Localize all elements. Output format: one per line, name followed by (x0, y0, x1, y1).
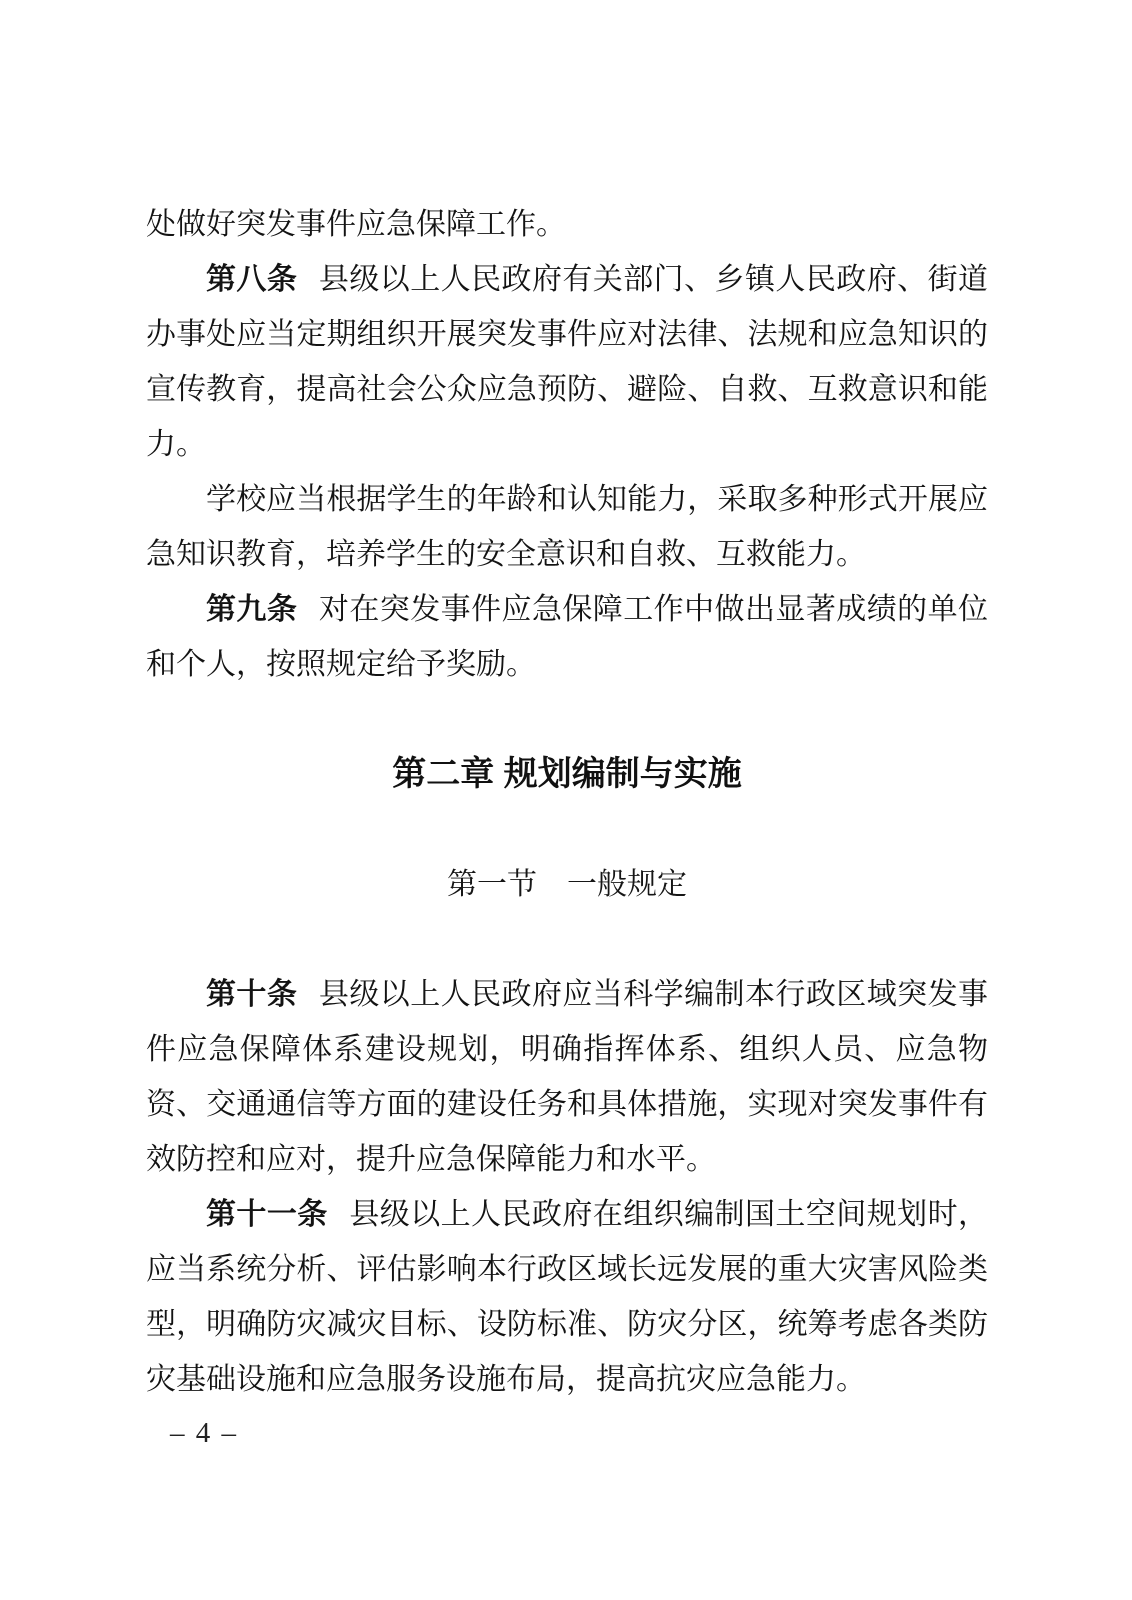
chapter-heading: 第二章 规划编制与实施 (392, 755, 742, 793)
paragraph-article-8 (146, 252, 988, 472)
paragraph-article-9 (146, 582, 988, 692)
paragraph-article-11 (146, 1187, 988, 1407)
paragraph-article-10 (146, 967, 988, 1187)
section-heading: 第一节 一般规定 (447, 868, 687, 901)
paragraph-schools (146, 472, 988, 582)
article-number-label: 第十一条 (206, 1198, 328, 1231)
paragraph-text: 县级以上人民政府应当科学编制本行政区域突发事件应急保障体系建设规划，明确指挥体系、组织人员、应急物资、交通通信等方面的建设任务和具体措施，实现对突发事件有效防控和应对，提升应急保障能力和水平。 (146, 978, 989, 1176)
article-number-label: 第九条 (206, 593, 298, 626)
paragraph-text: 县级以上人民政府有关部门、乡镇人民政府、街道办事处应当定期组织开展突发事件应对法律、法规和应急知识的宣传教育，提高社会公众应急预防、避险、自救、互救意识和能力。 (146, 263, 989, 461)
article-number-label: 第八条 (206, 263, 298, 296)
page-number: – 4 – (170, 1417, 238, 1449)
paragraph-text: 处做好突发事件应急保障工作。 (146, 208, 566, 241)
article-number-label: 第十条 (206, 978, 298, 1011)
paragraph-continuation (146, 197, 988, 252)
paragraph-text: 学校应当根据学生的年龄和认知能力，采取多种形式开展应急知识教育，培养学生的安全意识和自救、互救能力。 (146, 483, 988, 571)
document-body (146, 197, 988, 1407)
paragraph-text: 县级以上人民政府在组织编制国土空间规划时，应当系统分析、评估影响本行政区域长远发展的重大灾害风险类型，明确防灾减灾目标、设防标准、防灾分区，统筹考虑各类防灾基础设施和应急服务设施布局，提高抗灾应急能力。 (146, 1198, 988, 1396)
paragraph-text: 对在突发事件应急保障工作中做出显著成绩的单位和个人，按照规定给予奖励。 (146, 593, 989, 681)
